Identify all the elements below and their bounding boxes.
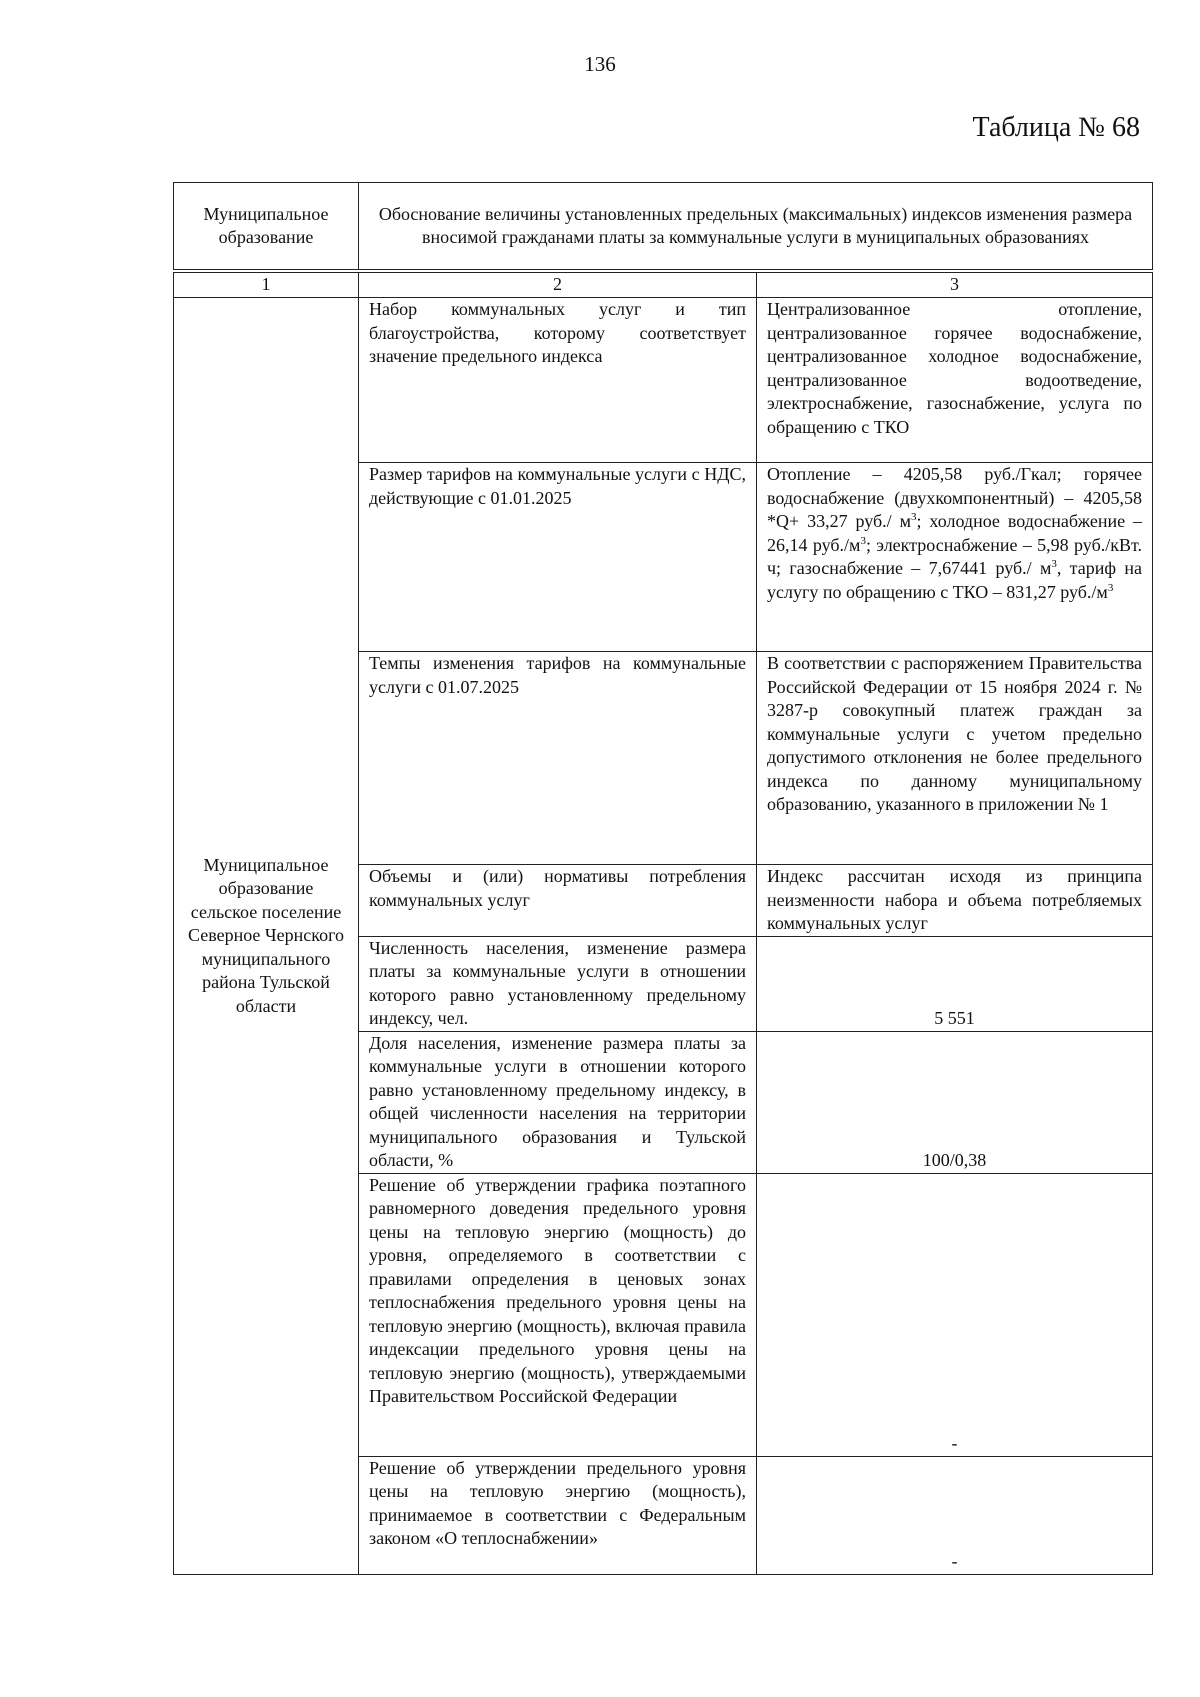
row-label: Решение об утверждении предельного уровня цены на тепловую энергию (мощность), принимаемое в соответствии с Федеральным законом «О теплоснабжении» xyxy=(359,1456,757,1574)
header-row xyxy=(174,183,1153,270)
row-value: Централизованное отопление, централизованное горячее водоснабжение, централизованное холодное водоснабжение, централизованное водоотведение, электроснабжение, газоснабжение, услуга по обращению с ТКО xyxy=(757,298,1153,463)
tariff-text: ; электроснабжение – 5,98 руб./кВт. ч; газоснабжение – 7,67441 руб./ м xyxy=(767,534,1142,578)
row-value: - xyxy=(757,1456,1153,1574)
column-number: 1 xyxy=(174,273,359,298)
row-label: Набор коммунальных услуг и тип благоустройства, которому соответствует значение предельного индекса xyxy=(359,298,757,463)
column-number: 3 xyxy=(757,273,1153,298)
tariff-text: , тариф на услугу по обращению с ТКО – 831,27 руб./м xyxy=(767,558,1143,602)
main-table xyxy=(173,272,1153,1575)
header-table xyxy=(173,182,1153,270)
row-label: Объемы и (или) нормативы потребления коммунальных услуг xyxy=(359,865,757,937)
row-label: Размер тарифов на коммунальные услуги с НДС, действующие с 01.01.2025 xyxy=(359,463,757,652)
row-label: Доля населения, изменение размера платы за коммунальные услуги в отношении которого равно установленному предельному индексу, в общей численности населения на территории муниципального образования и Тульской области, % xyxy=(359,1031,757,1173)
row-label: Темпы изменения тарифов на коммунальные услуги с 01.07.2025 xyxy=(359,652,757,865)
row-label: Численность населения, изменение размера платы за коммунальные услуги в отношении которого равно установленному предельному индексу, чел. xyxy=(359,936,757,1031)
unit-superscript: 3 xyxy=(910,511,917,523)
table-row xyxy=(174,298,1153,463)
row-value-tariffs xyxy=(757,463,1153,652)
unit-superscript: 3 xyxy=(1107,581,1114,594)
tariff-text: ; холодное водоснабжение – 26,14 руб./м xyxy=(767,511,1142,555)
header-municipality: Муниципальное образование xyxy=(174,183,359,270)
column-numbers-row xyxy=(174,273,1153,298)
tariff-text: Отопление – 4205,58 руб./Гкал; горячее водоснабжение (двухкомпонентный) – 4205,58 *Q+ 33,27 руб./ м xyxy=(767,464,1142,531)
row-value: Индекс рассчитан исходя из принципа неизменности набора и объема потребляемых коммунальных услуг xyxy=(757,865,1153,937)
column-number: 2 xyxy=(359,273,757,298)
row-value: - xyxy=(757,1173,1153,1456)
page-number: 136 xyxy=(584,52,616,76)
table-title: Таблица № 68 xyxy=(972,112,1140,143)
row-value: В соответствии с распоряжением Правительства Российской Федерации от 15 ноября 2024 г. № 3287-р совокупный платеж граждан за коммунальные услуги с учетом предельно допустимого отклонения не более предельного индекса по данному муниципальному образованию, указанного в приложении № 1 xyxy=(757,652,1153,865)
row-value: 5 551 xyxy=(757,936,1153,1031)
header-justification: Обоснование величины установленных предельных (максимальных) индексов изменения размера вносимой гражданами платы за коммунальные услуги в муниципальных образованиях xyxy=(359,183,1153,270)
row-label: Решение об утверждении графика поэтапного равномерного доведения предельного уровня цены на тепловую энергию (мощность) до уровня, определяемого в соответствии с правилами определения в ценовых зонах теплоснабжения предельного уровня цены на тепловую энергию (мощность), включая правила индексации предельного уровня цены на тепловую энергию (мощность), утверждаемыми Правительством Российской Федерации xyxy=(359,1173,757,1456)
row-value: 100/0,38 xyxy=(757,1031,1153,1173)
unit-superscript: 3 xyxy=(1051,558,1057,570)
unit-superscript: 3 xyxy=(860,534,866,547)
municipality-cell: Муниципальное образование сельское поселение Северное Чернского муниципального района Тульской области xyxy=(174,298,359,1575)
